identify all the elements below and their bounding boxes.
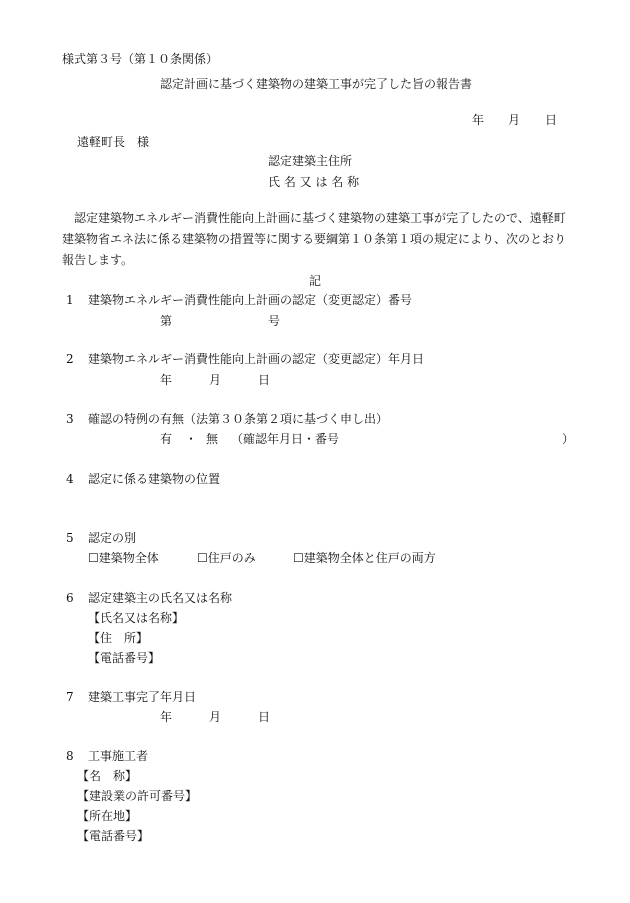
item-7-month-label: 月 xyxy=(209,710,222,724)
item-8-field-license: 【建設業の許可番号】 xyxy=(77,789,198,803)
report-body xyxy=(62,208,572,271)
item-3-number: 3 xyxy=(66,412,74,426)
item-8-field-name: 【名 称】 xyxy=(77,769,138,783)
form-number: 様式第３号（第１０条関係） xyxy=(62,52,219,66)
item-8-title: 工事施工者 xyxy=(88,749,149,763)
item-4-title: 認定に係る建築物の位置 xyxy=(88,472,221,486)
document-title: 認定計画に基づく建築物の建築工事が完了した旨の報告書 xyxy=(160,77,473,91)
date-day-label: 日 xyxy=(545,113,558,127)
item-7-year-label: 年 xyxy=(160,710,173,724)
ki-heading: 記 xyxy=(309,274,322,288)
item-6-title: 認定建築主の氏名又は名称 xyxy=(88,591,233,605)
item-5-number: 5 xyxy=(66,531,74,545)
item-8-field-phone: 【電話番号】 xyxy=(77,829,150,843)
item-2-year-label: 年 xyxy=(160,373,173,387)
date-year-label: 年 xyxy=(472,113,485,127)
date-month-label: 月 xyxy=(508,113,521,127)
item-7-title: 建築工事完了年月日 xyxy=(88,690,197,704)
item-2-day-label: 日 xyxy=(258,373,271,387)
item-2-title: 建築物エネルギー消費性能向上計画の認定（変更認定）年月日 xyxy=(88,352,425,366)
item-5-option-both[interactable]: ☐建築物全体と住戸の両方 xyxy=(293,551,436,565)
item-8-field-location: 【所在地】 xyxy=(77,809,138,823)
item-3-yes-option[interactable]: 有 xyxy=(160,432,173,446)
item-3-separator: ・ xyxy=(185,432,198,446)
applicant-name-label: 氏 名 又 は 名 称 xyxy=(268,175,360,189)
item-6-field-phone: 【電話番号】 xyxy=(88,651,161,665)
item-3-note-close: ） xyxy=(562,432,575,446)
item-2-month-label: 月 xyxy=(209,373,222,387)
item-6-field-name: 【氏名又は名称】 xyxy=(88,611,185,625)
item-6-number: 6 xyxy=(66,591,74,605)
item-1-number: 1 xyxy=(66,293,74,307)
item-7-day-label: 日 xyxy=(258,710,271,724)
body-line: 認定建築物エネルギー消費性能向上計画に基づく建築物の建築工事が完了したので、遠軽町 xyxy=(74,211,566,225)
item-1-title: 建築物エネルギー消費性能向上計画の認定（変更認定）番号 xyxy=(88,293,413,307)
item-2-number: 2 xyxy=(66,352,74,366)
item-3-title: 確認の特例の有無（法第３０条第２項に基づく申し出） xyxy=(88,412,389,426)
item-3-no-option[interactable]: 無 xyxy=(206,432,219,446)
item-1-number-prefix: 第 xyxy=(160,314,173,328)
item-7-number: 7 xyxy=(66,690,74,704)
body-line: 建築物省エネ法に係る建築物の措置等に関する要綱第１０条第１項の規定により、次のとおり xyxy=(62,232,567,246)
item-3-note-open: （確認年月日・番号 xyxy=(231,432,340,446)
addressee: 遠軽町長 様 xyxy=(77,135,150,149)
applicant-address-label: 認定建築主住所 xyxy=(268,154,353,168)
body-line: 報告します。 xyxy=(62,253,134,267)
item-5-option-units-only[interactable]: ☐住戸のみ xyxy=(197,551,256,565)
item-6-field-address: 【住 所】 xyxy=(88,631,149,645)
item-8-number: 8 xyxy=(66,749,74,763)
item-5-title: 認定の別 xyxy=(88,531,137,545)
item-1-number-suffix: 号 xyxy=(268,314,281,328)
item-5-option-whole-building[interactable]: ☐建築物全体 xyxy=(88,551,159,565)
item-4-number: 4 xyxy=(66,472,74,486)
